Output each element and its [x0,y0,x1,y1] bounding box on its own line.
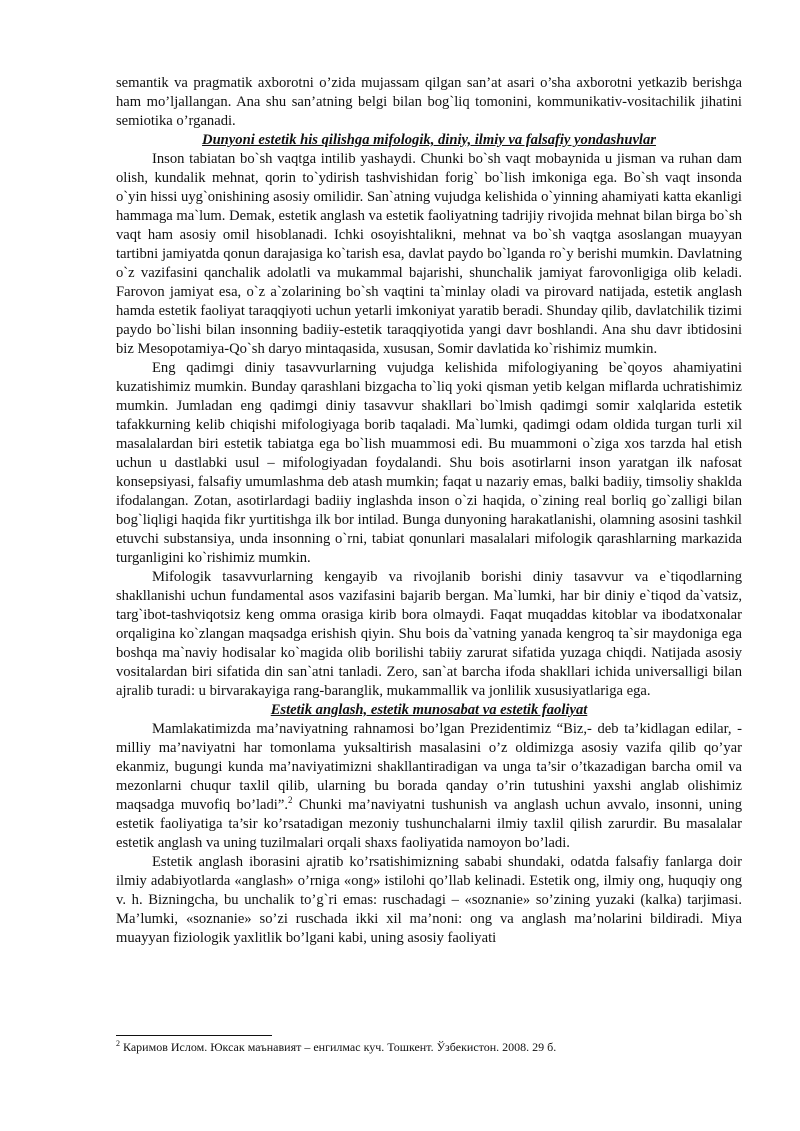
document-body [116,74,742,948]
paragraph-free-time: Inson tabiatan bo`sh vaqtga intilib yashaydi. Chunki bo`sh vaqt mobaynida u jisman va ruhan dam olish, kundalik mehnat, qorin to`ydirish tashvishidan forig` bo`lish imkoniga ega. Bo`sh vaqt insonda o`yin hissi uyg`onishining asosiy omilidir. San`atning vujudga kelishida o`yinning ahamiyati katta ekanligi hammaga ma`lum. Demak, estetik anglash va estetik faoliyatning tadrijiy rivojida mehnat bilan birga bo`sh vaqt ham asosiy omil hisoblanadi. Ichki osoyishtalikni, mehnat va bo`sh vaqtga asoslangan muayyan tartibni jamiyatda qonun darajasiga ko`tarish esa, davlat paydo bo`lganda ro`y berishi mumkin. Davlatning o`z vazifasini qanchalik adolatli va mukammal bajarishi, shunchalik jamiyat farovonligiga olib keladi. Farovon jamiyat esa, o`z a`zolarining bo`sh vaqtini ta`minlay oladi va pirovard natijada, estetik anglash hamda estetik faoliyat taraqqiyoti uchun yetarli imkoniyat yaratib beradi. Shunday qilib, davlatchilik tizimi paydo bo`lishi bilan insonning badiiy-estetik taraqqiyotida yangi davr boshlandi. Ana shu davr ibtidosini biz Mesopotamiya-Qo`sh daryo mintaqasida, xususan, Somir davlatida ko`rishimiz mumkin. [116,151,742,357]
paragraph-president-quote [116,720,742,853]
paragraph-continued: semantik va pragmatik axborotni o’zida mujassam qilgan san’at asari o’sha axborotni yetkazib berishga ham mo’ljallangan. Ana shu san’atning belgi bilan bog`liq tomonini, kommunikativ-vositachilik jihatini semiotika o’rganadi. [116,75,742,129]
quote-text: Mamlakatimizda ma’naviyatning rahnamosi bo’lgan Prezidentimiz “Biz,- deb ta’kidlagan edilar, - milliy ma’naviyatni har tomonlama yuksaltirish masalasini o’z oldimizga asosiy vazifa qilib qo’yar ekanmiz, bugungi kunda ma’naviyatimizni shakllantiradigan va unga ta’sir o’tkazadigan barcha omil va mezonlarni chuqur taxlil qilib, ularning bu borada qanday o’rin tutushini yaxshi anglab olishimiz maqsadga muvofiq bo’ladi”. [116,721,742,813]
section-heading-approaches: Dunyoni estetik his qilishga mifologik, diniy, ilmiy va falsafiy yondashuvlar [202,132,656,148]
footnote-text: Каримов Ислом. Юксак маънавият – енгилмас куч. Тошкент. Ўзбекистон. 2008. 29 б. [120,1040,557,1054]
footnote-reference[interactable]: 2 [287,795,293,806]
footnote-mark: 2 [116,1039,120,1048]
paragraph-mythology: Eng qadimgi diniy tasavvurlarning vujudga kelishida mifologiyaning be`qoyos ahamiyatini kuzatishimiz mumkin. Bunday qarashlani bizgacha to`liq yoki qisman yetib kelgan miflarda uchratishimiz mumkin. Jumladan eng qadimgi diniy tasavvur shakllari bo`lmish qadimgi somir xalqlarida estetik tafakkurning kelib chiqishi mifologiyaga borib taqaladi. Ma`lumki, qadimgi odam oldida turgan turli xil masalalardan biri estetik tabiatga ega bo`lish muammosi edi. Bu muammoni o`ziga xos tarzda hal etish uchun u dastlabki usul – mifologiyadan foydalandi. Shu bois asotirlarni inson yaratgan ilk nafosat konsepsiyasi, falsafiy umumlashma deb atash mumkin; faqat u nazariy emas, balki badiiy, timsoliy shaklda ifodalangan. Zotan, asotirlardagi badiiy inglashda inson o`zi haqida, o`zining real borliq go`zalligi bilan bog`liqligi haqida fikr yurtitishga ilk bor intilad. Bunga dunyoning harakatlanishi, olamning asosini tashkil etuvchi substansiya, unda insonning o`rni, tabiat qonunlari masalalari mifologik qarashlarning markazida turganligini ko`rishimiz mumkin. [116,360,742,566]
paragraph-religion: Mifologik tasavvurlarning kengayib va rivojlanib borishi diniy tasavvur va e`tiqodlarning shakllanishi uchun fundamental asos vazifasini bajarib bergan. Ma`lumki, har bir diniy e`tiqod da`vatsiz, targ`ibot-tashviqotsiz keng omma orasiga kirib bora olmaydi. Faqat muqaddas kitoblar va ibodatxonalar orqaligina ko`zlangan maqsadga erishish qiyin. Shu bois da`vatning yanada kengroq ta`sir maydoniga ega boshqa ma`naviy hodisalar ko`magida olib borilishi tabiiy zarurat sifatida yuzaga chiqdi. Natijada asosiy vositalardan biri sifatida din san`atni tanladi. Zero, san`at barcha ifoda shakllari ichida universalligi bilan ajralib turadi: u birvarakayiga rang-baranglik, mukammallik va jonlilik xususiyatlariga ega. [116,569,742,699]
footnote [116,1040,742,1055]
footnote-separator [116,1035,272,1036]
quote-followup-text: Chunki ma’naviyatni tushunish va anglash uchun avvalo, insonni, uning estetik faoliyatiga ta’sir ko’rsatadigan mezoniy tushunchalarni ilmiy taxlil qilish zarurdir. Bu masalalar estetik anglash va uning tuzilmalari orqali shaxs faoliyatida namoyon bo’ladi. [116,797,742,851]
paragraph-aesthetic-cognition: Estetik anglash iborasini ajratib ko’rsatishimizning sababi shundaki, odatda falsafiy fanlarga doir ilmiy adabiyotlarda «anglash» o’rniga «ong» istilohi qo’llab kelinadi. Estetik ong, ilmiy ong, huquqiy ong v. h. Bizningcha, bu unchalik to’g`ri emas: ruschadagi – «soznanie» so’zining yuzaki (kalka) tarjimasi. Ma’lumki, «soznanie» so’zi ruschada ikki xil ma’noni: ong va anglash ma’nolarini bildiradi. Miya muayyan fiziologik yaxlitlik bo’lgani kabi, uning asosiy faoliyati [116,854,742,946]
section-heading-aesthetic-activity: Estetik anglash, estetik munosabat va estetik faoliyat [270,702,588,718]
